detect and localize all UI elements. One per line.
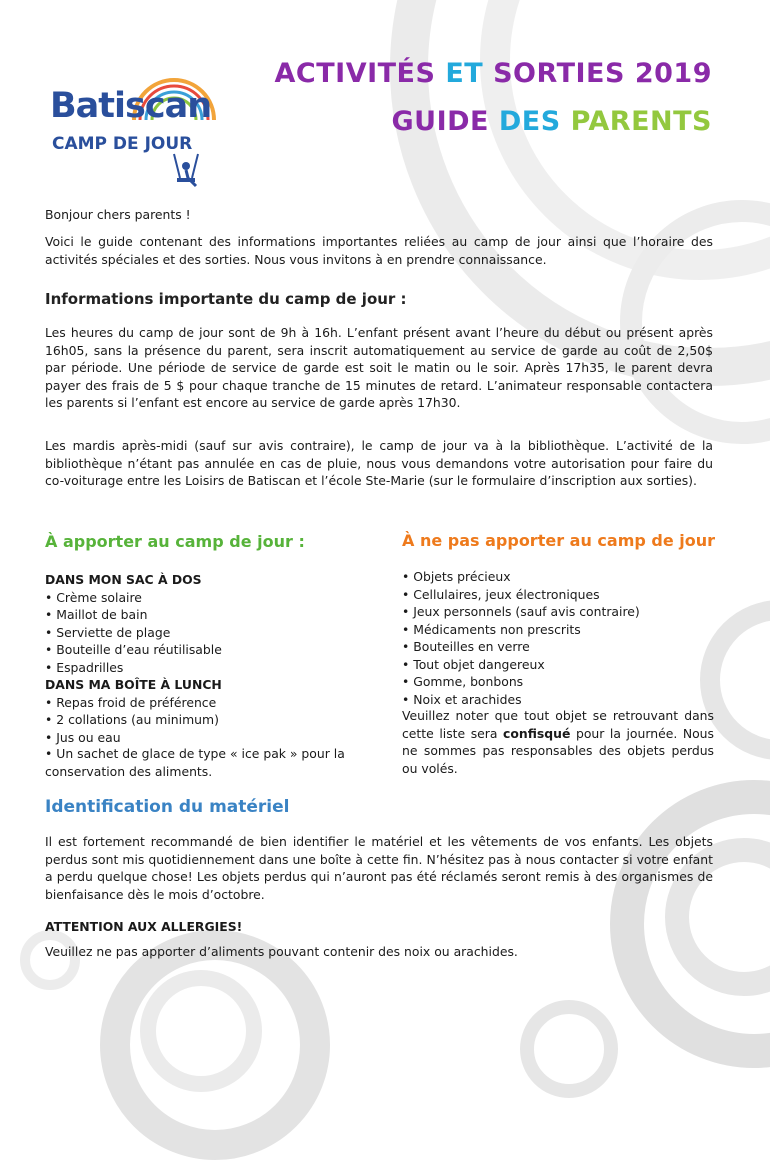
list-item: • Noix et arachides	[402, 691, 522, 707]
title-guide: GUIDE	[391, 106, 499, 137]
list-item: • Espadrilles	[45, 659, 124, 675]
title-parents: PARENTS	[570, 106, 712, 137]
decorative-circle	[140, 970, 262, 1092]
list-item: • Jus ou eau	[45, 729, 121, 745]
note-text: Veuillez noter que tout objet se retrouvant dans cette liste sera	[402, 708, 714, 741]
bring-list	[45, 571, 375, 746]
info-paragraph-hours: Les heures du camp de jour sont de 9h à 16h. L’enfant présent avant l’heure du début ou présent après 16h05, sans la présence du parent, sera inscrit automatiquement au service de garde au coût de 2,50$ par période. Une période de service de garde est soit le matin ou le soir. Après 17h35, le parent devra payer des frais de 5 $ pour chaque tranche de 15 minutes de retard. L’animateur responsable contactera les parents si l’enfant est encore au service de garde après 17h30.	[45, 325, 713, 410]
note-bold-word: confisqué	[503, 725, 571, 741]
bag-title: DANS MON SAC À DOS	[45, 572, 202, 587]
list-item: • Objets précieux	[402, 569, 511, 584]
list-item: • Gomme, bonbons	[402, 674, 524, 689]
title-sorties: SORTIES 2019	[493, 58, 712, 89]
lunch-title: DANS MA BOÎTE À LUNCH	[45, 677, 222, 692]
greeting: Bonjour chers parents !	[45, 207, 191, 222]
list-item: • Bouteille d’eau réutilisable	[45, 642, 222, 657]
title-des: DES	[498, 106, 571, 137]
list-item: • Tout objet dangereux	[402, 656, 545, 672]
section-heading-bring: À apporter au camp de jour :	[45, 532, 305, 551]
info-paragraph-library: Les mardis après-midi (sauf sur avis contraire), le camp de jour va à la bibliothèque. L’activité de la bibliothèque n’étant pas annulée en cas de pluie, nous vous demandons votre autorisation pour faire du co-voiturage entre les Loisirs de Batiscan et l’école Ste-Marie (sur le formulaire d’inscription aux sorties).	[45, 438, 713, 488]
intro-paragraph: Voici le guide contenant des informations importantes reliées au camp de jour ainsi que l’horaire des activités spéciales et des sorties. Nous vous invitons à en prendre connaissance.	[45, 234, 713, 267]
list-item: • Jeux personnels (sauf avis contraire)	[402, 604, 640, 619]
list-item: • Serviette de plage	[45, 624, 171, 640]
section-heading-info: Informations importante du camp de jour :	[45, 290, 407, 308]
list-item: • Médicaments non prescrits	[402, 621, 581, 637]
swing-kid-icon	[166, 152, 206, 192]
batiscan-logo	[48, 62, 228, 192]
title-et: ET	[445, 58, 494, 89]
list-item: • Cellulaires, jeux électroniques	[402, 586, 600, 602]
allergies-text: Veuillez ne pas apporter d’aliments pouvant contenir des noix ou arachides.	[45, 944, 518, 959]
confiscation-note	[402, 707, 714, 777]
list-item: • 2 collations (au minimum)	[45, 712, 219, 727]
allergies-heading: ATTENTION AUX ALLERGIES!	[45, 919, 243, 934]
list-item: • Crème solaire	[45, 589, 142, 605]
list-item: • Maillot de bain	[45, 607, 148, 622]
section-heading-identification: Identification du matériel	[45, 797, 290, 817]
logo-name: Batiscan	[50, 86, 212, 126]
document-title-line2	[392, 106, 713, 137]
list-item: • Bouteilles en verre	[402, 639, 530, 654]
note-text: pour la journée. Nous ne sommes pas responsables des objets perdus ou volés.	[402, 725, 714, 776]
list-item: • Repas froid de préférence	[45, 694, 217, 710]
logo-subtitle: CAMP DE JOUR	[52, 134, 193, 154]
title-activites: ACTIVITÉS	[274, 58, 446, 89]
decorative-circle	[520, 1000, 618, 1098]
section-heading-not-bring: À ne pas apporter au camp de jour	[402, 531, 716, 550]
document-title-line1	[275, 58, 712, 89]
identification-paragraph: Il est fortement recommandé de bien identifier le matériel et les vêtements de vos enfants. Les objets perdus sont mis quotidiennement dans une boîte à cette fin. N’hésitez pas à nous contacter si votre enfant a perdu quelque chose! Les objets perdus qui n’auront pas été réclamés seront remis à des organismes de bienfaisance dès le mois d’octobre.	[45, 834, 713, 902]
not-bring-list	[402, 568, 714, 708]
list-item-ice-pack: • Un sachet de glace de type « ice pak » pour la conservation des aliments.	[45, 746, 345, 779]
